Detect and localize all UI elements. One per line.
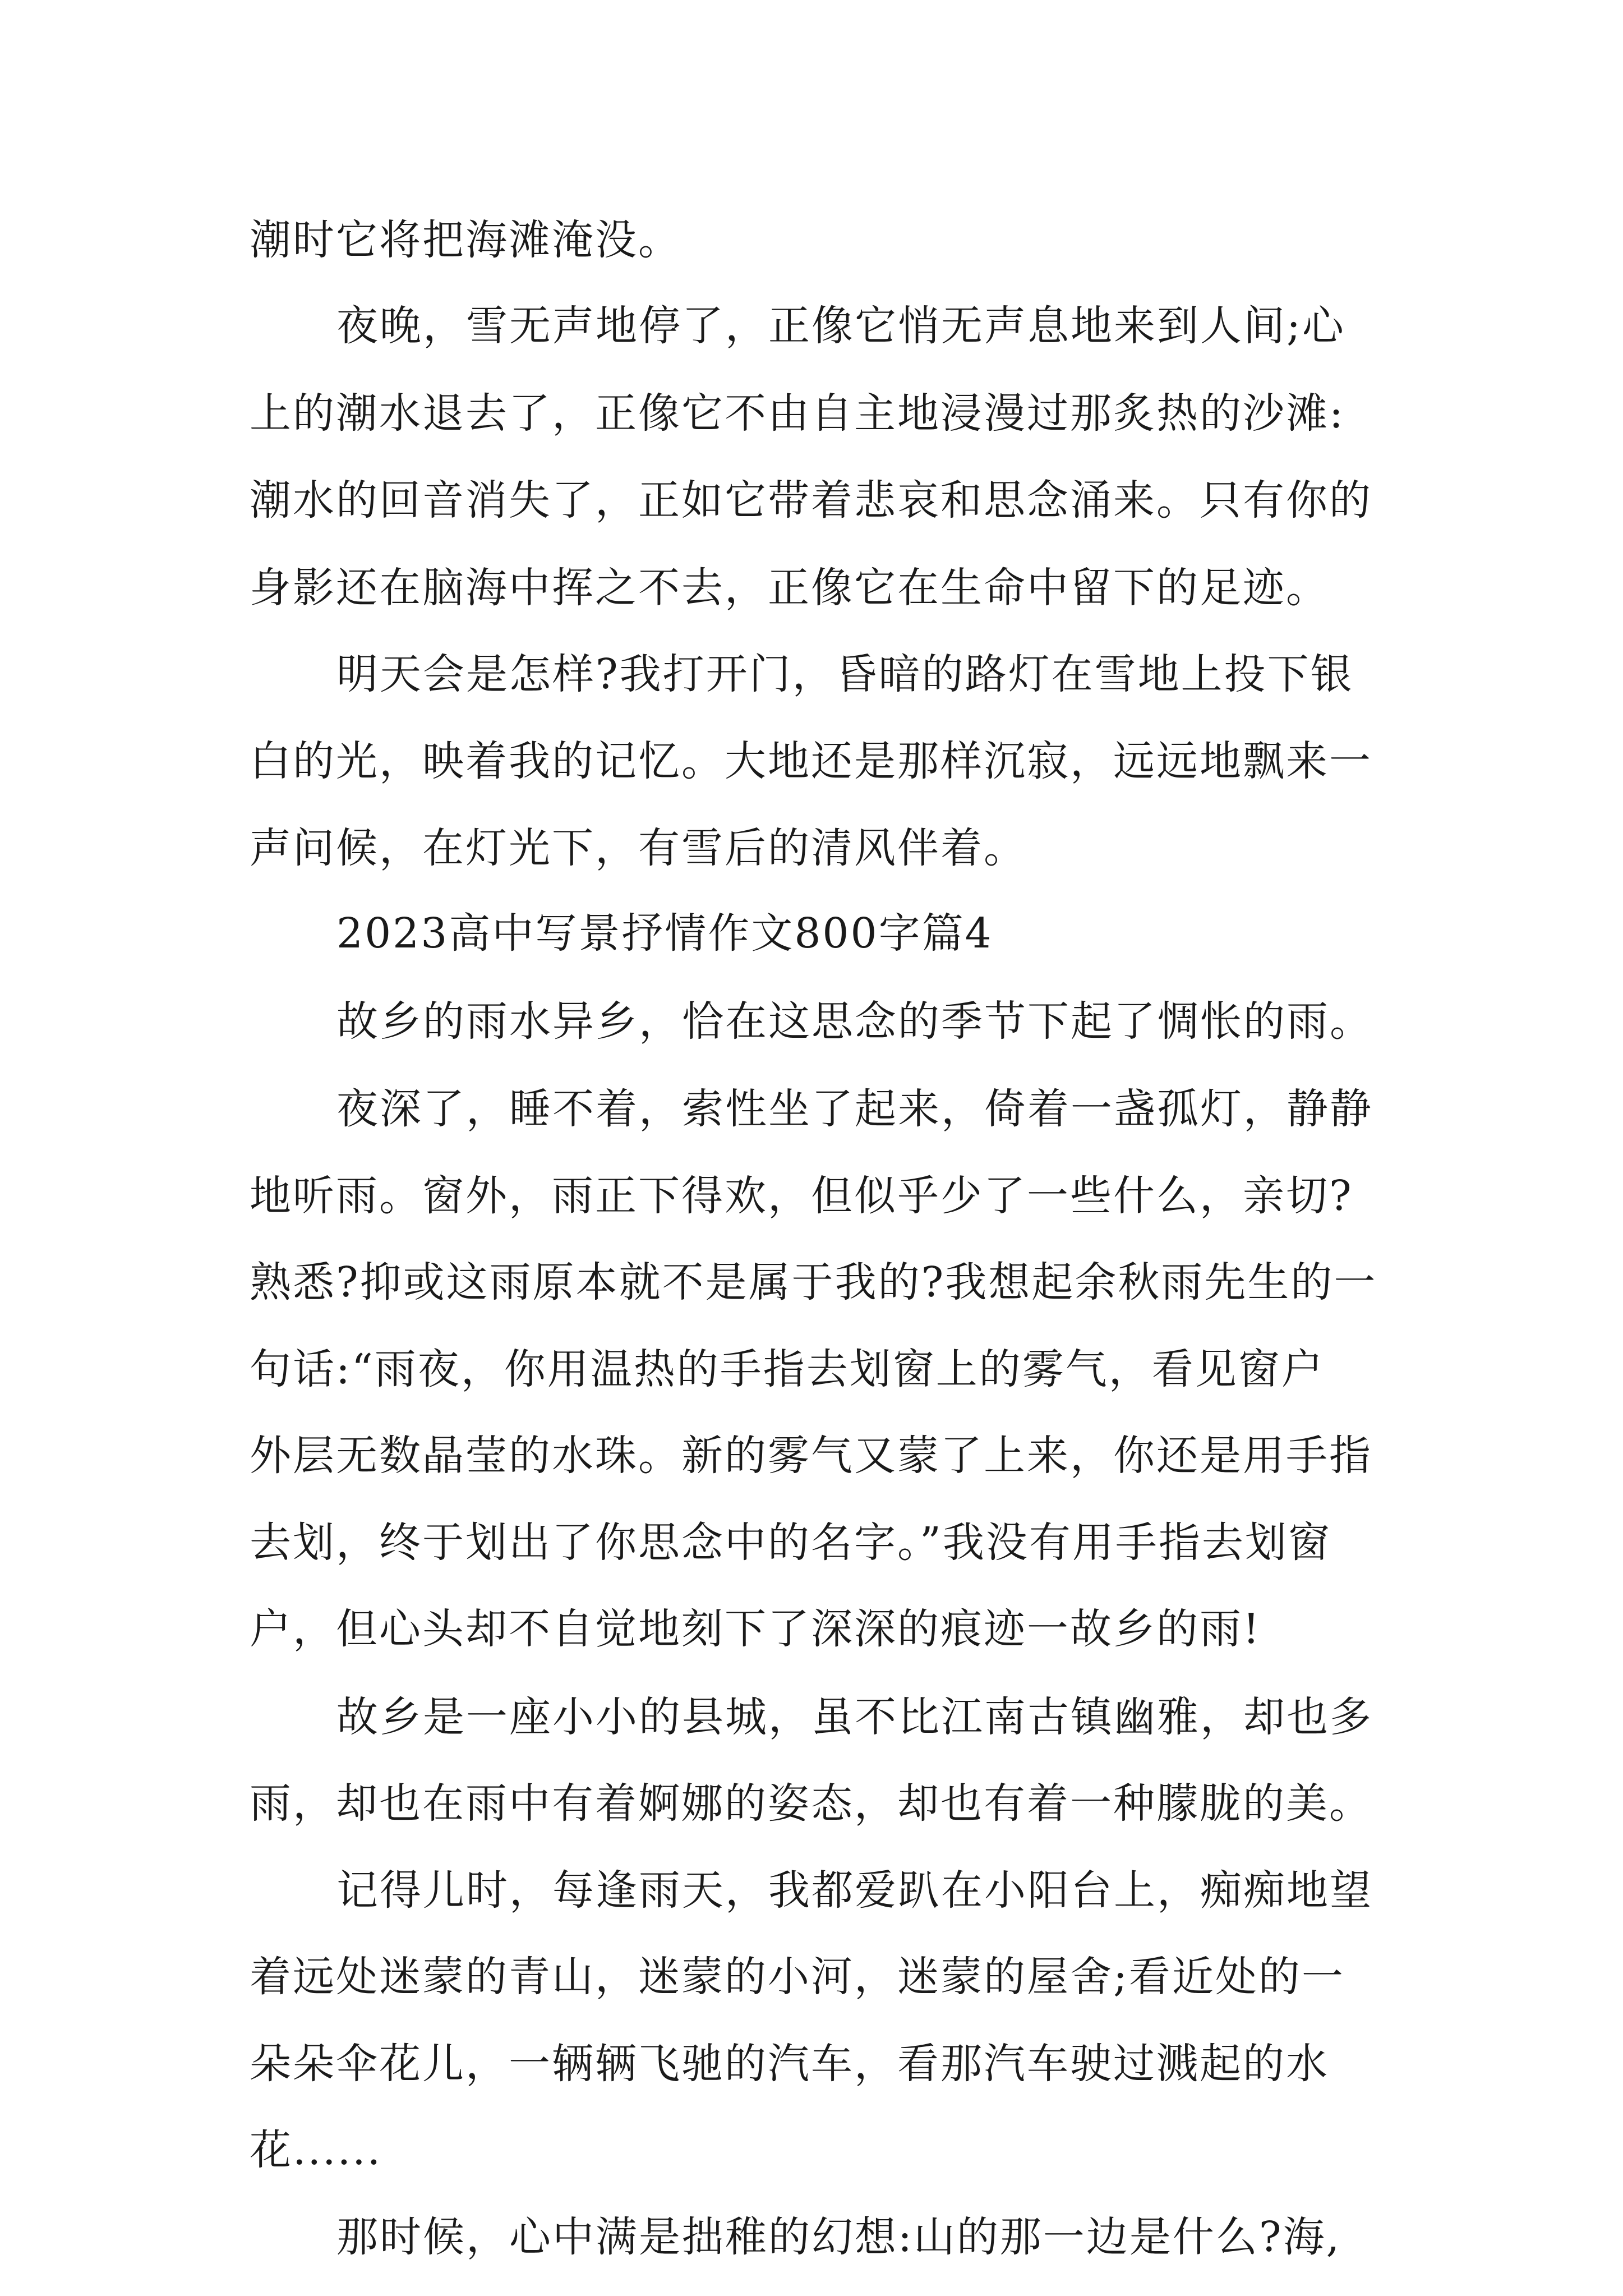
text-line: 那时候，心中满是拙稚的幻想:山的那一边是什么?海,	[336, 2213, 1341, 2261]
text-line: 上的潮水退去了，正像它不由自主地浸漫过那炙热的沙滩:	[250, 389, 1345, 438]
text-line: 雨，却也在雨中有着婀娜的姿态，却也有着一种朦胧的美。	[250, 1779, 1372, 1828]
text-line: 去划，终于划出了你思念中的名字。”我没有用手指去划窗	[250, 1519, 1331, 1567]
text-line: 声问候，在灯光下，有雪后的清风伴着。	[250, 824, 1027, 872]
text-line: 花......	[250, 2126, 382, 2174]
text-line: 身影还在脑海中挥之不去，正像它在生命中留下的足迹。	[250, 564, 1329, 612]
text-line: 故乡的雨水异乡，恰在这思念的季节下起了惆怅的雨。	[336, 997, 1373, 1046]
text-line: 故乡是一座小小的县城，虽不比江南古镇幽雅，却也多	[336, 1693, 1373, 1741]
text-line: 夜晚，雪无声地停了，正像它悄无声息地来到人间;心	[336, 302, 1345, 350]
section-heading: 2023高中写景抒情作文800字篇4	[336, 909, 993, 958]
text-line: 着远处迷蒙的青山，迷蒙的小河，迷蒙的屋舍;看近处的一	[250, 1953, 1345, 2001]
text-line: 外层无数晶莹的水珠。新的雾气又蒙了上来，你还是用手指	[250, 1432, 1372, 1480]
text-line: 明天会是怎样?我打开门，昏暗的路灯在雪地上投下银	[336, 650, 1354, 698]
text-line: 朵朵伞花儿，一辆辆飞驰的汽车，看那汽车驶过溅起的水	[250, 2040, 1329, 2088]
text-line: 熟悉?抑或这雨原本就不是属于我的?我想起余秋雨先生的一	[250, 1258, 1377, 1306]
text-line: 白的光，映着我的记忆。大地还是那样沉寂，远远地飘来一	[250, 737, 1372, 785]
text-line: 记得儿时，每逢雨天，我都爱趴在小阳台上，痴痴地望	[336, 1866, 1373, 1915]
text-line: 潮时它将把海滩淹没。	[250, 216, 681, 264]
text-line: 地听雨。窗外，雨正下得欢，但似乎少了一些什么，亲切?	[250, 1172, 1353, 1220]
text-line: 户，但心头却不自觉地刻下了深深的痕迹一故乡的雨!	[250, 1605, 1261, 1653]
text-line: 句话:“雨夜，你用温热的手指去划窗上的雾气，看见窗户	[250, 1345, 1325, 1393]
text-line: 夜深了，睡不着，索性坐了起来，倚着一盏孤灯，静静	[336, 1085, 1373, 1133]
text-line: 潮水的回音消失了，正如它带着悲哀和思念涌来。只有你的	[250, 476, 1372, 524]
